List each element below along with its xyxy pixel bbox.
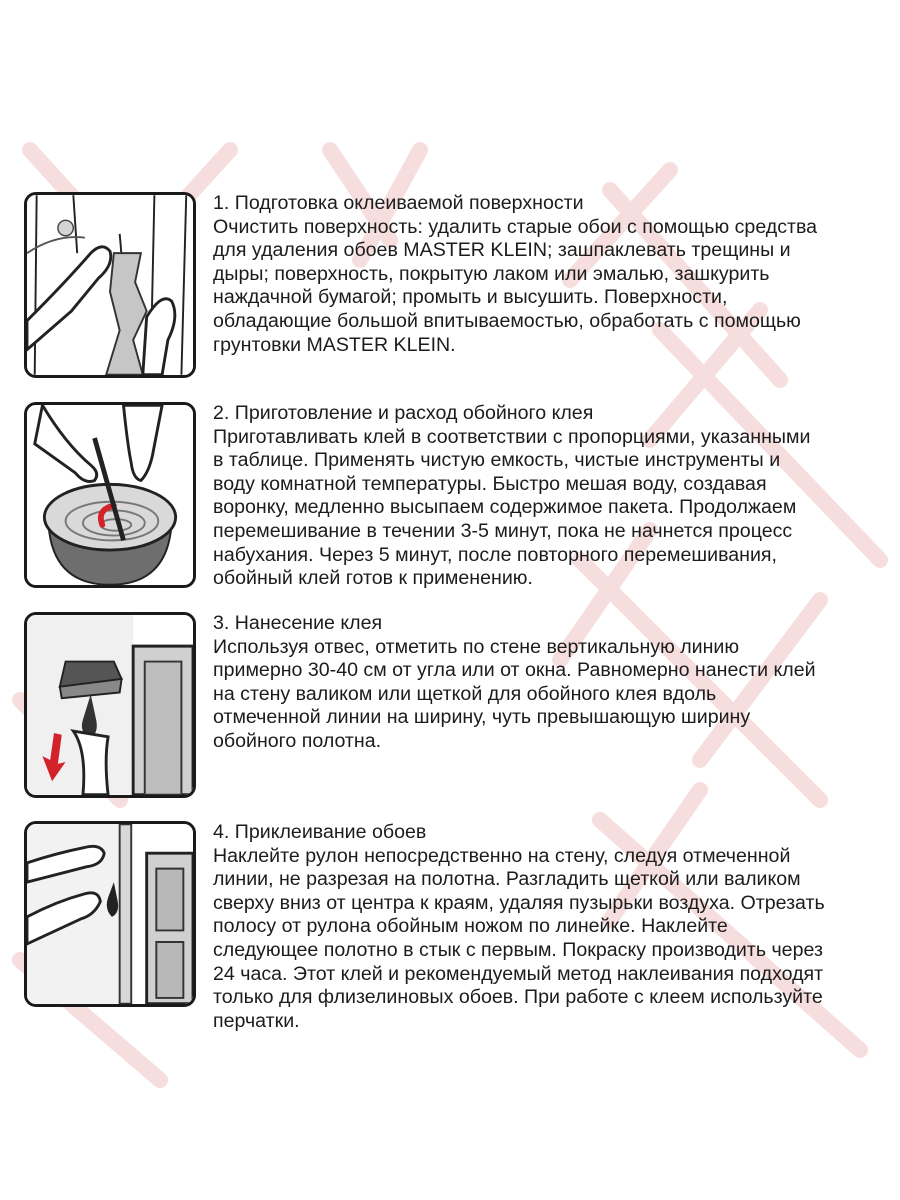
- wall-preparation-icon: [24, 192, 196, 378]
- step-title: 2. Приготовление и расход обойного клея: [213, 402, 594, 424]
- step-body: Очистить поверхность: удалить старые обои с помощью средства для удаления обоев MASTER KLEIN; зашпаклевать трещины и дыры; поверхность, покрытую лаком или эмалью, зашкурить наждачной бумагой; промыть и высушить. Поверхности, обладающие большой впитываемостью, обработать с помощью грунтовки MASTER KLEIN.: [213, 215, 818, 356]
- step-title: 4. Приклеивание обоев: [213, 821, 427, 843]
- wallpaper-hanging-icon: [24, 821, 196, 1007]
- step-body: Используя отвес, отметить по стене вертикальную линию примерно 30-40 см от угла или от окна. Равномерно нанести клей на стену валиком или щеткой для обойного клея вдоль отмеченной линии на ширину, чуть превышающую ширину обойного полотна.: [213, 635, 816, 752]
- step-title: 3. Нанесение клея: [213, 612, 383, 634]
- step-body: Приготавливать клей в соответствии с пропорциями, указанными в таблице. Применять чистую емкость, чистые инструменты и воду комнатной температуры. Быстро мешая воду, создавая воронку, медленно высыпаем содержимое пакета. Продолжаем перемешивание в течении 3-5 минут, пока не начнется процесс набухания. Через 5 минут, после повторного перемешивания, обойный клей готов к применению.: [213, 425, 811, 590]
- step-body: Наклейте рулон непосредственно на стену, следуя отмеченной линии, не разрезая на полотна. Разгладить щеткой или валиком сверху вниз от центра к краям, удаляя пузырьки воздуха. Отрезать полосу от рулона обойным ножом по линейке. Наклейте следующее полотно в стык с первым. Покраску производить через 24 часа. Этот клей и рекомендуемый метод наклеивания подходят только для флизелиновых обоев. При работе с клеем используйте перчатки.: [213, 844, 825, 1032]
- glue-mixing-icon: [24, 402, 196, 588]
- step-title: 1. Подготовка оклеиваемой поверхности: [213, 192, 584, 214]
- glue-application-icon: [24, 612, 196, 798]
